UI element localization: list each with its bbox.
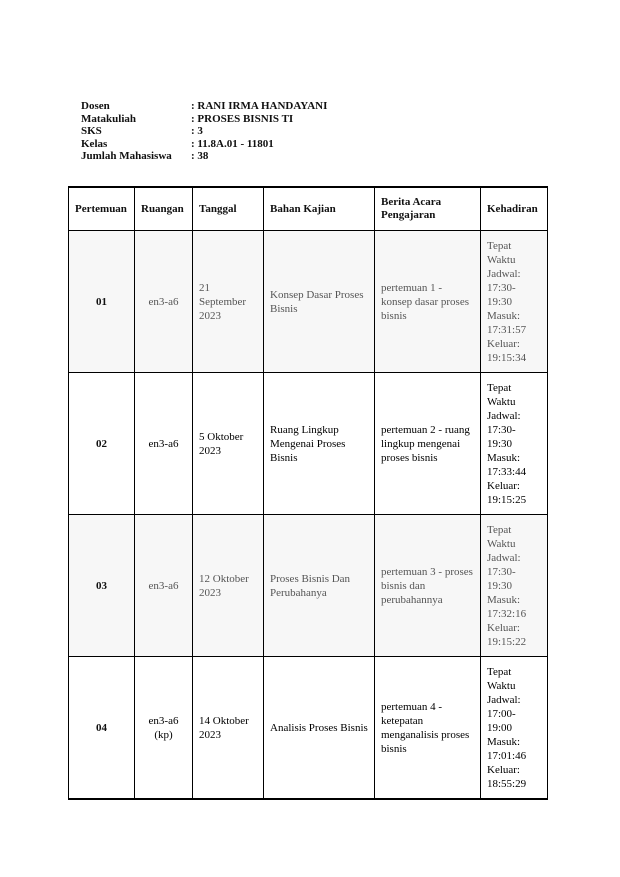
header-row-jumlah — [81, 150, 327, 163]
kehadiran-line: Masuk: — [487, 735, 520, 748]
kehadiran-line: Waktu — [487, 537, 516, 550]
kehadiran-line: 17:30- — [487, 423, 516, 436]
kehadiran-line: 17:31:57 — [487, 323, 527, 336]
cell-kehadiran — [481, 373, 548, 515]
col-header-kehadiran: Kehadiran — [481, 187, 548, 231]
cell-tanggal: 14 Oktober 2023 — [193, 657, 264, 800]
table-row — [69, 373, 548, 515]
kehadiran-line: Keluar: — [487, 337, 520, 350]
col-header-ruangan: Ruangan — [135, 187, 193, 231]
kehadiran-line: Tepat — [487, 239, 512, 252]
cell-kehadiran — [481, 515, 548, 657]
cell-pertemuan: 02 — [69, 373, 135, 515]
jumlah-value: : 38 — [191, 150, 209, 162]
kehadiran-line: Tepat — [487, 665, 512, 678]
cell-bahan-kajian: Konsep Dasar Proses Bisnis — [264, 231, 375, 373]
cell-tanggal: 12 Oktober 2023 — [193, 515, 264, 657]
dosen-label: Dosen — [81, 100, 110, 112]
cell-kehadiran — [481, 657, 548, 800]
kehadiran-line: Tepat — [487, 381, 512, 394]
kehadiran-line: Waktu — [487, 253, 516, 266]
kelas-label: Kelas — [81, 137, 108, 150]
cell-bahan-kajian: Ruang Lingkup Mengenai Proses Bisnis — [264, 373, 375, 515]
cell-kehadiran — [481, 231, 548, 373]
kehadiran-line: Jadwal: — [487, 409, 521, 422]
course-header — [81, 100, 327, 163]
matakuliah-value: : PROSES BISNIS TI — [191, 112, 294, 125]
sks-value: : 3 — [191, 125, 203, 137]
table-row — [69, 657, 548, 800]
cell-berita-acara: pertemuan 2 - ruang lingkup mengenai proses bisnis — [375, 373, 481, 515]
kehadiran-line: 19:30 — [487, 437, 513, 450]
kehadiran-line: Tepat — [487, 523, 512, 536]
attendance-table — [68, 186, 548, 800]
header-row-dosen — [81, 100, 327, 113]
kehadiran-line: 19:30 — [487, 579, 513, 592]
cell-ruangan: en3-a6 — [135, 515, 193, 657]
cell-berita-acara: pertemuan 3 - proses bisnis dan perubahannya — [375, 515, 481, 657]
kehadiran-line: 17:01:46 — [487, 749, 527, 762]
col-header-berita-acara: Berita Acara Pengajaran — [375, 187, 481, 231]
kehadiran-line: 17:30- — [487, 565, 516, 578]
cell-ruangan: en3-a6 (kp) — [135, 657, 193, 800]
kehadiran-line: 17:00- — [487, 707, 516, 720]
jumlah-label: Jumlah Mahasiswa — [81, 150, 172, 162]
cell-ruangan: en3-a6 — [135, 373, 193, 515]
col-header-bahan-kajian: Bahan Kajian — [264, 187, 375, 231]
kehadiran-line: 19:15:22 — [487, 635, 527, 648]
sks-label: SKS — [81, 125, 102, 137]
kehadiran-line: 18:55:29 — [487, 777, 527, 790]
kehadiran-line: 19:15:34 — [487, 351, 527, 364]
cell-tanggal: 5 Oktober 2023 — [193, 373, 264, 515]
kehadiran-line: Waktu — [487, 395, 516, 408]
kehadiran-line: Masuk: — [487, 451, 520, 464]
kehadiran-line: Keluar: — [487, 763, 520, 776]
cell-bahan-kajian: Proses Bisnis Dan Perubahanya — [264, 515, 375, 657]
kelas-value: : 11.8A.01 - 11801 — [191, 137, 274, 150]
header-row-sks — [81, 125, 327, 138]
cell-pertemuan: 01 — [69, 231, 135, 373]
cell-berita-acara: pertemuan 4 - ketepatan menganalisis proses bisnis — [375, 657, 481, 800]
kehadiran-line: Masuk: — [487, 593, 520, 606]
cell-pertemuan: 03 — [69, 515, 135, 657]
table-row — [69, 515, 548, 657]
matakuliah-label: Matakuliah — [81, 112, 137, 125]
kehadiran-line: Masuk: — [487, 309, 520, 322]
header-row-kelas — [81, 138, 327, 151]
kehadiran-line: Jadwal: — [487, 693, 521, 706]
kehadiran-line: 17:32:16 — [487, 607, 527, 620]
cell-tanggal: 21 September 2023 — [193, 231, 264, 373]
col-header-pertemuan: Pertemuan — [69, 187, 135, 231]
cell-berita-acara: pertemuan 1 - konsep dasar proses bisnis — [375, 231, 481, 373]
table-header-row — [69, 187, 548, 231]
kehadiran-line: Waktu — [487, 679, 516, 692]
table-row — [69, 231, 548, 373]
kehadiran-line: 17:30- — [487, 281, 516, 294]
col-header-tanggal: Tanggal — [193, 187, 264, 231]
kehadiran-line: Keluar: — [487, 621, 520, 634]
kehadiran-line: 17:33:44 — [487, 465, 527, 478]
cell-bahan-kajian: Analisis Proses Bisnis — [264, 657, 375, 800]
kehadiran-line: Keluar: — [487, 479, 520, 492]
cell-ruangan: en3-a6 — [135, 231, 193, 373]
kehadiran-line: 19:00 — [487, 721, 513, 734]
kehadiran-line: Jadwal: — [487, 551, 521, 564]
dosen-value: : RANI IRMA HANDAYANI — [191, 100, 328, 112]
cell-pertemuan: 04 — [69, 657, 135, 800]
kehadiran-line: Jadwal: — [487, 267, 521, 280]
header-row-matakuliah — [81, 113, 327, 126]
kehadiran-line: 19:30 — [487, 295, 513, 308]
kehadiran-line: 19:15:25 — [487, 493, 527, 506]
